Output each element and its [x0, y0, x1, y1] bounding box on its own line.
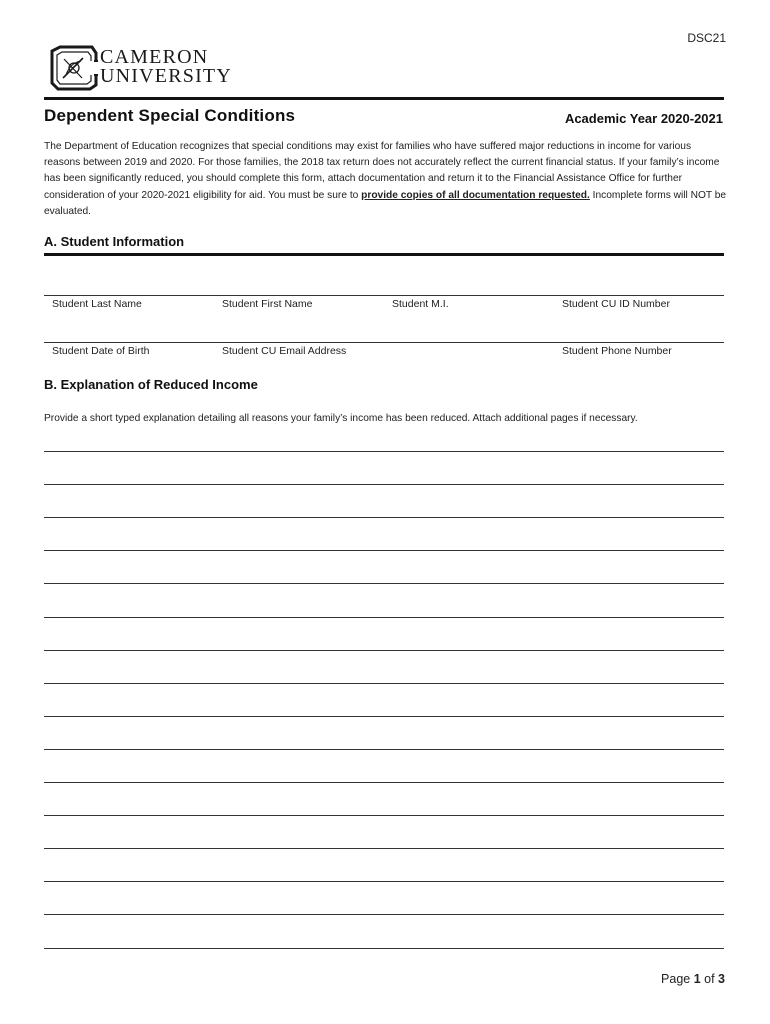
student-cu-id-label: Student CU ID Number: [562, 298, 670, 310]
university-seal-icon: [50, 45, 98, 91]
explanation-line[interactable]: [44, 815, 724, 816]
student-mi-label: Student M.I.: [392, 298, 449, 310]
page-number: [661, 972, 725, 986]
student-last-name-label: Student Last Name: [52, 298, 142, 310]
student-info-row2-line[interactable]: [44, 342, 724, 343]
explanation-line[interactable]: [44, 617, 724, 618]
explanation-line[interactable]: [44, 848, 724, 849]
student-email-label: Student CU Email Address: [222, 345, 347, 357]
explanation-line[interactable]: [44, 550, 724, 551]
page-current: 1: [693, 972, 701, 986]
section-a-rule: [44, 253, 724, 256]
explanation-line[interactable]: [44, 517, 724, 518]
explanation-line[interactable]: [44, 914, 724, 915]
logo-line-university: UNIVERSITY: [100, 65, 232, 87]
university-logo: [50, 45, 235, 91]
form-code: DSC21: [687, 31, 726, 45]
intro-paragraph: [44, 139, 728, 220]
explanation-line[interactable]: [44, 948, 724, 949]
explanation-line[interactable]: [44, 716, 724, 717]
explanation-line[interactable]: [44, 881, 724, 882]
page-prefix: Page: [661, 972, 694, 986]
explanation-line[interactable]: [44, 484, 724, 485]
student-phone-label: Student Phone Number: [562, 345, 672, 357]
explanation-line[interactable]: [44, 782, 724, 783]
intro-emphasis: provide copies of all documentation requested.: [361, 189, 590, 201]
section-a-heading: A. Student Information: [44, 234, 185, 249]
explanation-line[interactable]: [44, 683, 724, 684]
page-total: 3: [718, 972, 725, 986]
logo-line-cameron: CAMERON: [100, 46, 209, 68]
header-rule: [44, 97, 724, 100]
explanation-line[interactable]: [44, 583, 724, 584]
explanation-line[interactable]: [44, 650, 724, 651]
academic-year: Academic Year 2020-2021: [564, 111, 723, 126]
intro-tail: Incomplete forms will NOT be evaluated.: [44, 189, 727, 217]
section-b-heading: B. Explanation of Reduced Income: [44, 377, 258, 392]
explanation-instructions: Provide a short typed explanation detailing all reasons your family’s income has been reduced. Attach additional pages if necessary.: [44, 413, 638, 424]
page-title: Dependent Special Conditions: [44, 106, 296, 125]
logo-wordmark: [100, 48, 232, 86]
page-of: of: [700, 972, 719, 986]
student-dob-label: Student Date of Birth: [52, 345, 150, 357]
student-first-name-label: Student First Name: [222, 298, 313, 310]
explanation-line[interactable]: [44, 749, 724, 750]
student-info-row1-line[interactable]: [44, 295, 724, 296]
explanation-line[interactable]: [44, 451, 724, 452]
intro-text: The Department of Education recognizes that special conditions may exist for families who have suffered major reductions in income for various reasons between 2019 and 2020. For those families, the 2018 tax return does not accurately reflect the current financial status. If your family’s income has been significantly reduced, you should complete this form, attach documentation and return it to the Financial Assistance Office for further consideration of your 2020-2021 eligibility for aid. You must be sure to: [44, 141, 720, 201]
